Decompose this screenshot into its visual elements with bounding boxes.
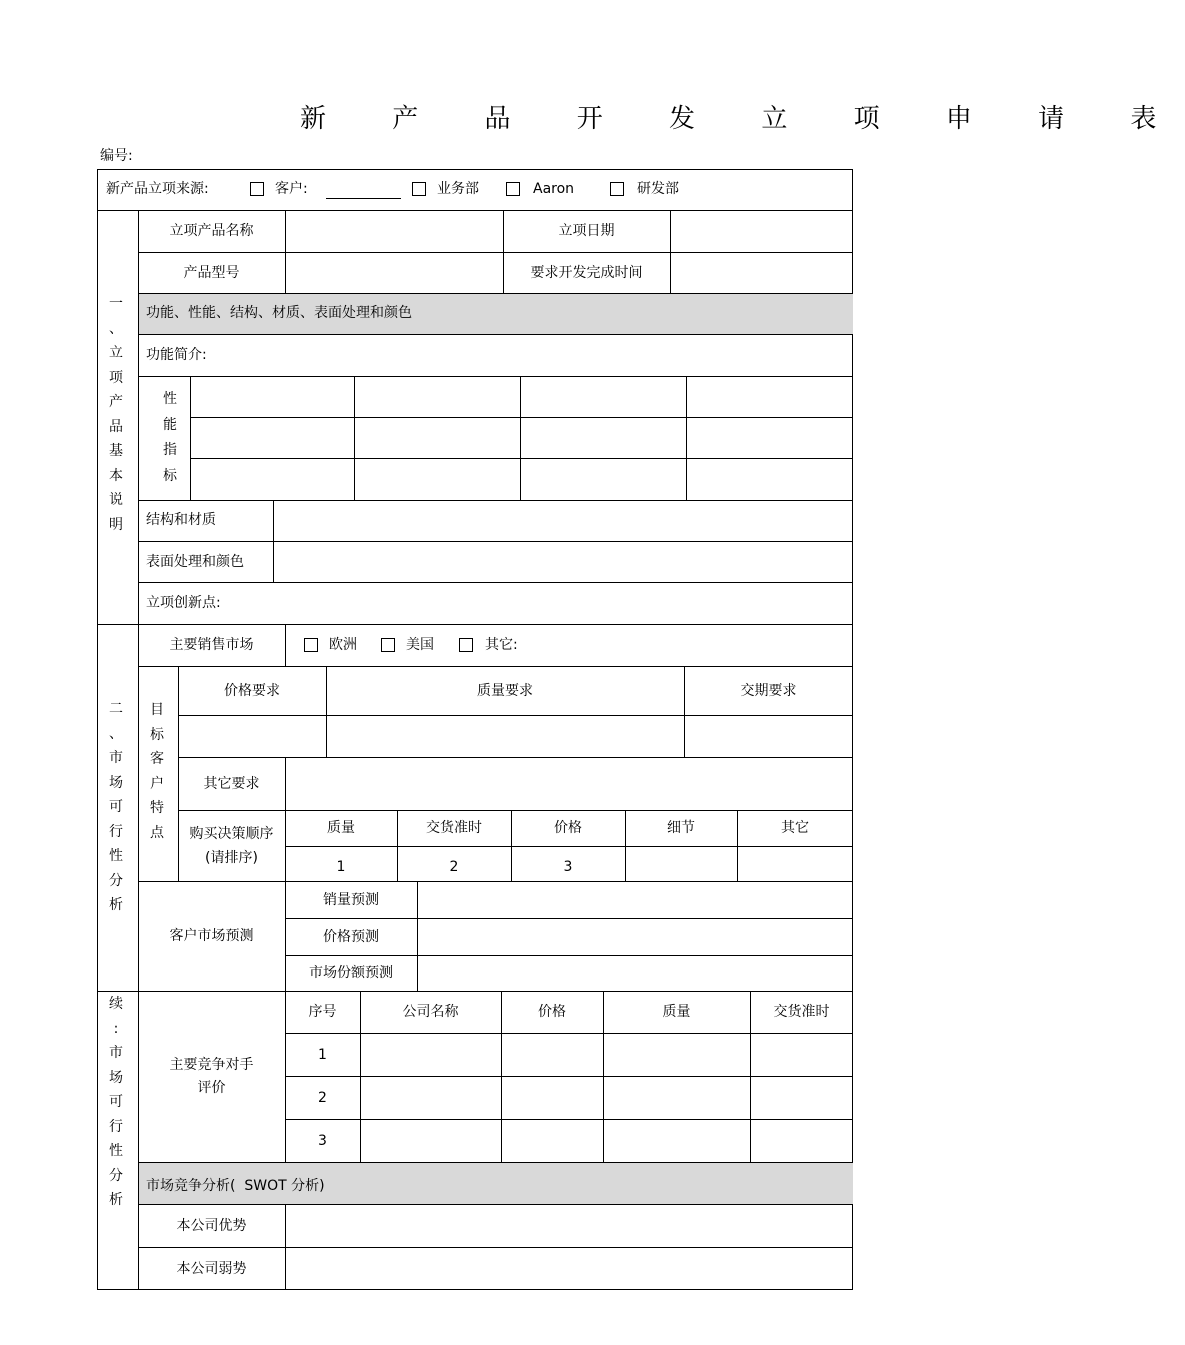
product-name-label: 立项产品名称 (169, 223, 254, 239)
decision-col-detail: 细节 (667, 820, 695, 836)
source-aaron-checkbox[interactable] (506, 182, 520, 196)
competitor-subtitle: 评价 (197, 1080, 226, 1096)
market-europe-checkbox[interactable] (304, 638, 318, 652)
source-customer-checkbox[interactable] (250, 182, 264, 196)
target-customer-label: 目 标 客 户 特 点 (150, 702, 164, 841)
features-header: 功能、性能、结构、材质、表面处理和颜色 (146, 305, 412, 321)
source-customer-label: 客户: (275, 181, 308, 197)
comp-col-company: 公司名称 (402, 1004, 459, 1020)
comp-row-2: 2 (318, 1089, 327, 1106)
strengths-label: 本公司优势 (176, 1217, 247, 1234)
structure-label: 结构和材质 (146, 512, 216, 528)
serial-number-label: 编号: (100, 148, 133, 164)
comp-col-quality: 质量 (662, 1004, 691, 1020)
surface-label: 表面处理和颜色 (146, 554, 244, 570)
source-label: 新产品立项来源: (106, 181, 209, 197)
price-forecast-label: 价格预测 (323, 928, 379, 945)
decision-col-price: 价格 (554, 820, 582, 836)
decision-val-price[interactable]: 3 (563, 859, 573, 875)
sales-forecast-label: 销量预测 (323, 891, 379, 908)
comp-row-3: 3 (318, 1132, 327, 1149)
decision-order-title: 购买决策顺序 (189, 825, 274, 842)
competitor-title: 主要竞争对手 (169, 1057, 254, 1073)
customer-name-blank[interactable] (326, 198, 401, 199)
market-other-label: 其它: (485, 637, 518, 653)
market-europe-label: 欧洲 (329, 637, 357, 653)
source-rd-checkbox[interactable] (610, 182, 624, 196)
competitor-label (138, 991, 285, 1162)
comp-col-price: 价格 (538, 1004, 566, 1020)
decision-col-quality: 质量 (327, 820, 355, 836)
decision-order-label (178, 810, 285, 881)
market-usa-checkbox[interactable] (381, 638, 395, 652)
decision-val-quality[interactable]: 1 (336, 859, 346, 875)
performance-label: 性 能 指 标 (163, 391, 177, 484)
source-sales-label: 业务部 (437, 181, 479, 197)
share-forecast-label: 市场份额预测 (309, 965, 393, 981)
swot-header: 市场竞争分析( SWOT 分析) (146, 1178, 325, 1194)
market-usa-label: 美国 (406, 637, 434, 653)
function-intro-label: 功能简介: (146, 347, 207, 363)
quality-req-label: 质量要求 (477, 682, 533, 699)
innovation-label: 立项创新点: (146, 595, 221, 611)
other-req-label: 其它要求 (203, 775, 260, 792)
decision-col-delivery: 交货准时 (426, 820, 482, 836)
decision-col-other: 其它 (781, 820, 809, 836)
source-aaron-label: Aaron (533, 181, 575, 197)
model-label: 产品型号 (183, 264, 240, 281)
weaknesses-label: 本公司弱势 (176, 1260, 247, 1277)
comp-row-1: 1 (318, 1046, 327, 1063)
market-other-checkbox[interactable] (459, 638, 473, 652)
section3-side-label: 续 : 市 场 可 行 性 分 析 (109, 996, 123, 1208)
source-rd-label: 研发部 (637, 181, 679, 197)
market-forecast-label: 客户市场预测 (169, 928, 254, 944)
main-market-label: 主要销售市场 (169, 637, 254, 653)
comp-col-delivery: 交货准时 (773, 1004, 830, 1020)
price-req-label: 价格要求 (224, 682, 280, 699)
decision-order-subtitle: (请排序) (205, 849, 258, 866)
project-date-label: 立项日期 (558, 223, 615, 239)
decision-val-delivery[interactable]: 2 (449, 859, 459, 875)
comp-col-seq: 序号 (308, 1004, 337, 1020)
page-title: 新 产 品 开 发 立 项 申 请 表 (300, 104, 1185, 134)
section2-side-label: 二 、 市 场 可 行 性 分 析 (109, 701, 123, 913)
section1-side-label: 一 、 立 项 产 品 基 本 说 明 (109, 296, 123, 533)
delivery-req-label: 交期要求 (740, 682, 797, 699)
source-sales-checkbox[interactable] (412, 182, 426, 196)
completion-time-label: 要求开发完成时间 (530, 264, 643, 281)
